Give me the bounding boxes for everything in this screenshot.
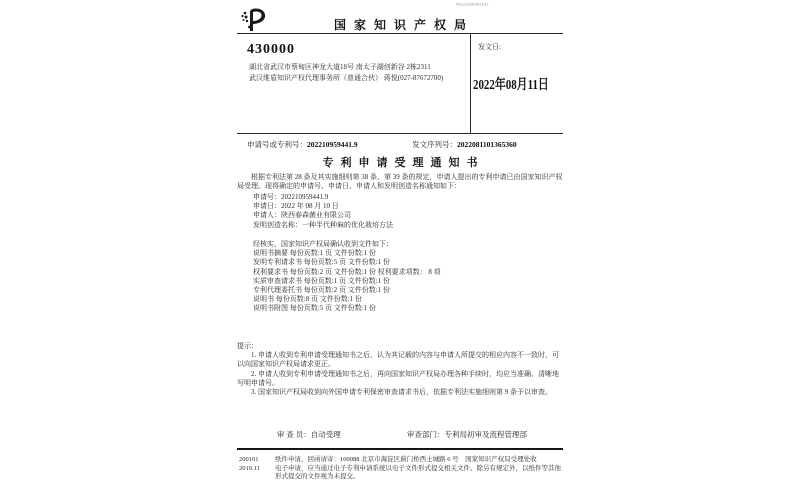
department-label: 审查部门： (407, 430, 445, 439)
document-code: W22209080101 (456, 3, 489, 8)
notes-section (237, 342, 565, 397)
recipient-address (249, 62, 464, 84)
received-item: 说明书 每份页数:8 页 文件份数:1 份 (253, 295, 362, 304)
received-item: 实质审查请求书 每份页数:1 页 文件份数:1 份 (253, 276, 390, 285)
footer (239, 456, 565, 482)
footer-divider (237, 448, 563, 450)
header-divider (237, 33, 563, 34)
notice-title: 专利申请受理通知书 (322, 157, 485, 169)
footer-row (239, 456, 565, 465)
department-value: 专利局初审及流程管理部 (444, 430, 527, 439)
footer-row (239, 465, 565, 482)
issue-date-value (473, 74, 570, 94)
received-item: 发明专利请求书 每份页数:5 页 文件份数:1 份 (253, 258, 390, 267)
footer-code: 200101 (239, 456, 259, 463)
application-details (253, 193, 565, 230)
issue-date-label: 发文日: (478, 43, 501, 51)
note-item: 3. 国家知识产权局收到向外国申请专利保密审查请求书后，依据专利法实施细则第 9 条予以审查。 (251, 388, 552, 397)
received-item: 权利要求书 每份页数:2 页 文件份数:1 份 权利要求项数： 8 项 (253, 267, 441, 276)
note-item: 1. 申请人收到专利申请受理通知书之后，认为其记载的内容与申请人所提交的相应内容不一致时，可以向国家知识产权局请求更正。 (237, 351, 559, 369)
recipient-address-line2: 武汉维盾知识产权代理事务所（普通合伙） 蒋悦(027-87672700) (249, 74, 444, 82)
recipient-postcode: 430000 (247, 42, 295, 57)
issue-date-text: 2022年08月11日 (473, 78, 549, 93)
detail-application-date: 申请日：2022 年 08 月 10 日 (253, 202, 339, 211)
received-documents (253, 240, 565, 314)
received-heading: 经核实，国家知识产权局确认收到文件如下： (253, 240, 393, 248)
notice-intro: 根据专利法第 28 条及其实施细则第 38 条、第 39 条的规定，申请人提出的专利申请已由国家知识产权局受理。现将确定的申请号、申请日、申请人和发明创造名称通知如下： (237, 173, 563, 191)
received-item: 说明书附图 每份页数:5 页 文件份数:1 份 (253, 304, 376, 313)
recipient-block-divider (237, 133, 563, 134)
department-field (407, 429, 527, 440)
received-item: 专利代理委托书 每份页数:2 页 文件份数:1 份 (253, 286, 390, 295)
detail-applicant: 申请人：陕西春森菌业有限公司 (253, 211, 351, 220)
footer-text: 纸件申请，回函请寄：100088 北京市海淀区蓟门桥西土城路 6 号 国家知识产权局受理处收 (275, 456, 537, 463)
issue-cell-divider (470, 33, 471, 133)
footer-code: 2019.11 (239, 464, 260, 472)
serial-number-label: 发文序列号： (412, 140, 457, 149)
application-number-field (247, 139, 358, 150)
application-number-value: 202210959441.9 (307, 140, 358, 149)
serial-number-field (412, 139, 517, 150)
application-number-label: 申请号或专利号： (247, 140, 307, 149)
received-item: 说明书摘要 每份页数:1 页 文件份数:1 份 (253, 249, 376, 258)
notes-heading: 提示： (237, 342, 258, 350)
agency-title: 国家知识产权局 (333, 18, 474, 32)
detail-invention-title: 发明创造名称：一种半代种麻的优化栽培方法 (253, 220, 393, 229)
footer-text: 电子申请，应当通过电子专利申请系统以电子文件形式提交相关文件。除另有规定外，以纸件等其他形式提交的文件视为未提交。 (275, 464, 561, 481)
examiner-label: 审 查 员： (277, 430, 311, 439)
examiner-value: 自动受理 (310, 430, 341, 439)
note-item: 2. 申请人收到专利申请受理通知书之后，再向国家知识产权局办理各种手续时，均应当准确、清晰地写明申请号。 (237, 369, 559, 387)
serial-number-value: 2022081101365360 (457, 140, 517, 149)
detail-application-number: 申请号：202210959441.9 (253, 193, 329, 201)
recipient-address-line1: 湖北省武汉市蔡甸区神龙大道18号 南太子湖创新谷 2栋2311 (249, 63, 431, 71)
examiner-field (277, 429, 341, 440)
